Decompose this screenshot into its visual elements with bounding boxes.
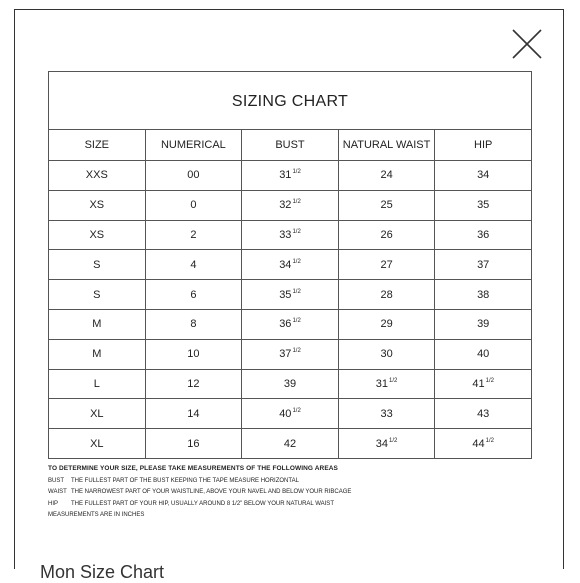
close-button[interactable]: [510, 27, 544, 61]
table-row: [49, 309, 532, 339]
cell-size: S: [49, 280, 146, 310]
cell-numerical: 6: [145, 280, 242, 310]
cell-hip: $41^{1/2}$: [435, 369, 532, 399]
cell-numerical: 2: [145, 220, 242, 250]
cell-natural-waist: 26: [338, 220, 435, 250]
notes-footer: MEASUREMENTS ARE IN INCHES: [48, 512, 145, 518]
fraction: 1/2: [292, 228, 301, 235]
cell-hip: $44^{1/2}$: [435, 429, 532, 459]
cell-size: XS: [49, 190, 146, 220]
column-header-size: SIZE: [49, 130, 146, 161]
fraction: 1/2: [292, 258, 301, 265]
table-row: [49, 429, 532, 459]
cell-bust: 39: [242, 369, 339, 399]
cell-hip: 43: [435, 399, 532, 429]
fraction: 1/2: [485, 377, 494, 384]
cell-numerical: 16: [145, 429, 242, 459]
cell-natural-waist: 30: [338, 339, 435, 369]
measurement-notes: [48, 463, 548, 522]
column-header-numerical: NUMERICAL: [145, 130, 242, 161]
header-row: [49, 130, 532, 161]
note-desc: THE FULLEST PART OF THE BUST KEEPING THE TAPE MEASURE HORIZONTAL: [71, 477, 299, 484]
cell-hip: 40: [435, 339, 532, 369]
cell-natural-waist: $31^{1/2}$: [338, 369, 435, 399]
note-hip: [48, 499, 548, 511]
cell-hip: 36: [435, 220, 532, 250]
page-footer-text: Mon Size Chart: [40, 562, 165, 582]
cell-numerical: 0: [145, 190, 242, 220]
cell-bust: $35^{1/2}$: [242, 280, 339, 310]
cell-size: XL: [49, 429, 146, 459]
cell-natural-waist: 27: [338, 250, 435, 280]
table-row: [49, 220, 532, 250]
notes-lead: TO DETERMINE YOUR SIZE, PLEASE TAKE MEASUREMENTS OF THE FOLLOWING AREAS: [48, 465, 338, 472]
cell-numerical: 4: [145, 250, 242, 280]
cell-bust: $31^{1/2}$: [242, 161, 339, 191]
column-header-bust: BUST: [242, 130, 339, 161]
note-waist: [48, 487, 548, 499]
cell-numerical: 8: [145, 309, 242, 339]
table-row: [49, 190, 532, 220]
cell-size: L: [49, 369, 146, 399]
chart-body: [49, 161, 532, 459]
column-header-natural-waist: NATURAL WAIST: [338, 130, 435, 161]
cell-bust: $37^{1/2}$: [242, 339, 339, 369]
cell-natural-waist: $34^{1/2}$: [338, 429, 435, 459]
table-row: [49, 339, 532, 369]
table-row: [49, 250, 532, 280]
cell-natural-waist: 28: [338, 280, 435, 310]
cell-hip: 38: [435, 280, 532, 310]
note-bust: [48, 476, 548, 488]
note-term: WAIST: [48, 489, 67, 495]
fraction: 1/2: [292, 288, 301, 295]
cell-bust: $34^{1/2}$: [242, 250, 339, 280]
cell-numerical: 12: [145, 369, 242, 399]
cell-numerical: 00: [145, 161, 242, 191]
cell-size: XL: [49, 399, 146, 429]
fraction: 1/2: [485, 437, 494, 444]
cell-size: XXS: [49, 161, 146, 191]
cell-size: XS: [49, 220, 146, 250]
note-desc: THE FULLEST PART OF YOUR HIP, USUALLY AROUND 8 1/2" BELOW YOUR NATURAL WAIST: [71, 500, 334, 507]
close-icon: [510, 27, 544, 61]
cell-size: M: [49, 309, 146, 339]
cell-bust: $33^{1/2}$: [242, 220, 339, 250]
cell-bust: $40^{1/2}$: [242, 399, 339, 429]
table-row: [49, 369, 532, 399]
fraction: 1/2: [292, 199, 301, 206]
note-desc: THE NARROWEST PART OF YOUR WAISTLINE, ABOVE YOUR NAVEL AND BELOW YOUR RIBCAGE: [71, 489, 352, 495]
cell-natural-waist: 25: [338, 190, 435, 220]
cell-hip: 39: [435, 309, 532, 339]
fraction: 1/2: [292, 169, 301, 176]
cell-hip: 34: [435, 161, 532, 191]
cell-hip: 37: [435, 250, 532, 280]
sizing-chart-table: [48, 71, 532, 459]
cell-natural-waist: 29: [338, 309, 435, 339]
fraction: 1/2: [389, 377, 398, 384]
cell-size: S: [49, 250, 146, 280]
column-header-hip: HIP: [435, 130, 532, 161]
fraction: 1/2: [292, 318, 301, 325]
cell-bust: 42: [242, 429, 339, 459]
cell-natural-waist: 24: [338, 161, 435, 191]
cell-numerical: 10: [145, 339, 242, 369]
table-row: [49, 399, 532, 429]
cell-bust: $32^{1/2}$: [242, 190, 339, 220]
fraction: 1/2: [389, 437, 398, 444]
fraction: 1/2: [292, 407, 301, 414]
cell-bust: $36^{1/2}$: [242, 309, 339, 339]
fraction: 1/2: [292, 348, 301, 355]
cell-natural-waist: 33: [338, 399, 435, 429]
cell-size: M: [49, 339, 146, 369]
note-term: HIP: [48, 500, 59, 507]
table-row: [49, 161, 532, 191]
table-row: [49, 280, 532, 310]
cell-numerical: 14: [145, 399, 242, 429]
chart-title: SIZING CHART: [49, 72, 532, 130]
cell-hip: 35: [435, 190, 532, 220]
note-term: BUST: [48, 477, 65, 484]
